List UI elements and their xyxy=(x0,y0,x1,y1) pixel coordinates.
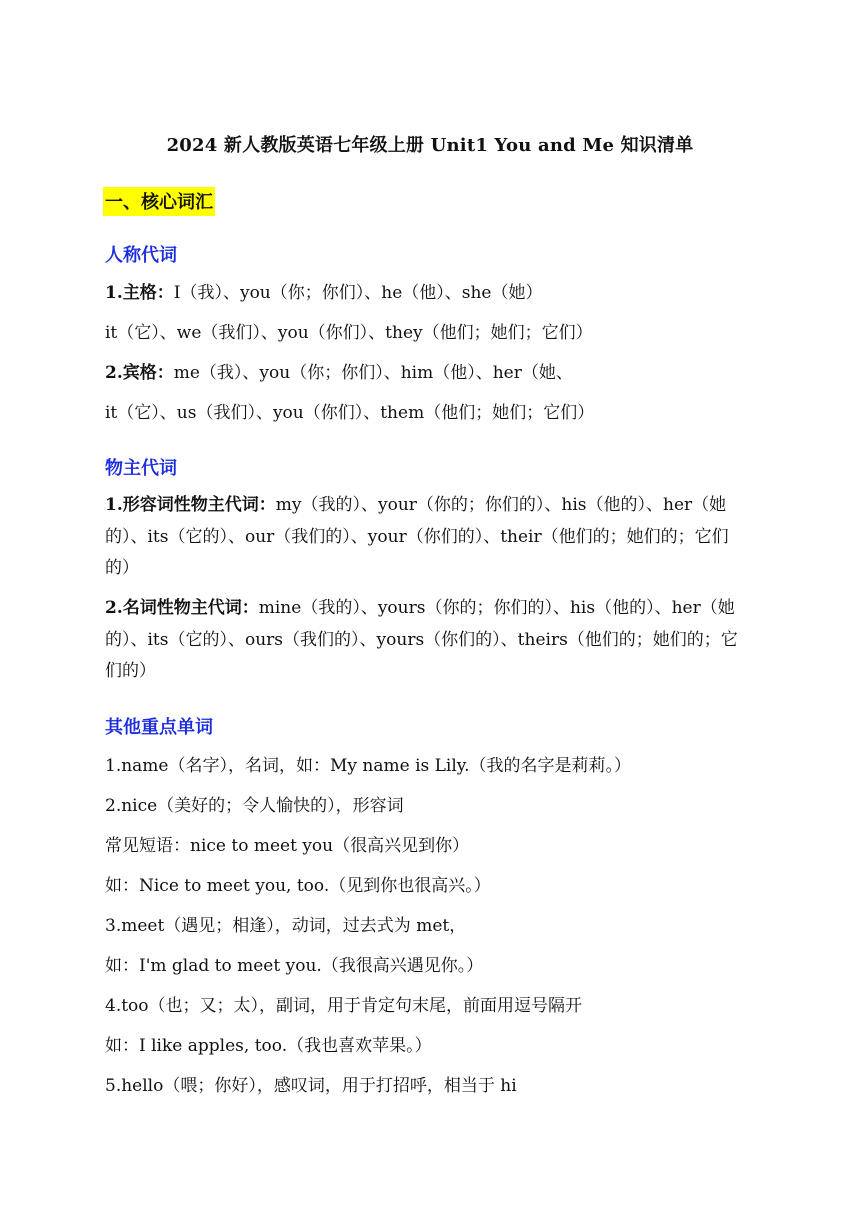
object-label: 2.宾格： xyxy=(105,363,174,383)
heading-personal-pronouns: 人称代词 xyxy=(105,245,177,266)
key-word-line: 3.meet（遇见；相逢），动词，过去式为 met， xyxy=(105,916,467,936)
adjective-possessive-paragraph xyxy=(105,490,745,585)
adjective-possessive-text: my（我的）、your（你的；你们的）、his（他的）、her（她的）、its（它的）、our（我们的）、your（你们的）、their（他们的；她们的；它们的） xyxy=(105,495,729,578)
subject-pronoun-line-1 xyxy=(105,282,543,304)
noun-possessive-text: mine（我的）、yours（你的；你们的）、his（他的）、her（她的）、its（它的）、ours（我们的）、yours（你们的）、theirs（他们的；她们的；它们的） xyxy=(105,598,738,681)
key-word-line: 5.hello（喂；你好），感叹词，用于打招呼，相当于 hi xyxy=(105,1076,517,1096)
object-pronoun-list: me（我）、you（你；你们）、him（他）、her（她、 xyxy=(173,363,573,383)
object-pronoun-line-1 xyxy=(105,362,573,384)
key-word-line: 如：Nice to meet you, too.（见到你也很高兴。） xyxy=(105,876,491,896)
subject-pronoun-line-2: it（它）、we（我们）、you（你们）、they（他们；她们；它们） xyxy=(105,323,593,343)
heading-possessive-pronouns: 物主代词 xyxy=(105,458,177,479)
key-word-line: 2.nice（美好的；令人愉快的），形容词 xyxy=(105,796,404,816)
document-title: 2024 新人教版英语七年级上册 Unit1 You and Me 知识清单 xyxy=(166,135,694,156)
key-word-line: 4.too（也；又；太），副词，用于肯定句末尾，前面用逗号隔开 xyxy=(105,996,583,1016)
noun-possessive-paragraph xyxy=(105,593,745,688)
key-word-line: 常见短语：nice to meet you（很高兴见到你） xyxy=(105,836,470,856)
key-word-line: 如：I like apples, too.（我也喜欢苹果。） xyxy=(105,1036,432,1056)
subject-pronoun-list: I（我）、you（你；你们）、he（他）、she（她） xyxy=(173,283,543,303)
subject-label: 1.主格： xyxy=(105,283,174,303)
heading-other-key-words: 其他重点单词 xyxy=(105,717,213,738)
key-word-line: 如：I'm glad to meet you.（我很高兴遇见你。） xyxy=(105,956,484,976)
noun-possessive-label: 2.名词性物主代词： xyxy=(105,598,259,618)
key-word-line: 1.name（名字），名词，如：My name is Lily.（我的名字是莉莉。） xyxy=(105,756,632,776)
section-heading-core-vocabulary: 一、核心词汇 xyxy=(103,187,215,216)
adjective-possessive-label: 1.形容词性物主代词： xyxy=(105,495,276,515)
object-pronoun-line-2: it（它）、us（我们）、you（你们）、them（他们；她们；它们） xyxy=(105,403,595,423)
